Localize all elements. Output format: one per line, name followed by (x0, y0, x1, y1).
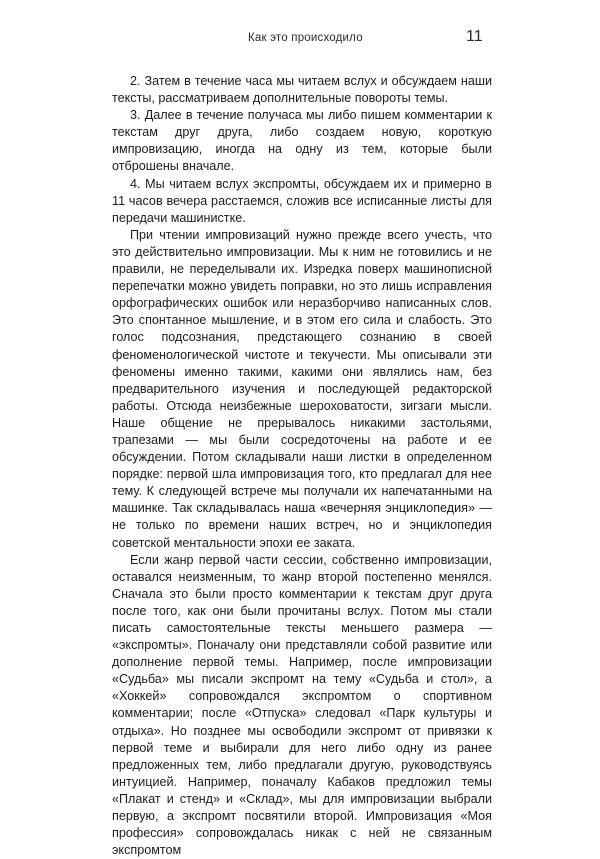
running-head: Как это происходило (248, 32, 363, 44)
paragraph-improvisation-reading: При чтении импровизаций нужно прежде всего учесть, что это действительно импровизации. Мы к ним не готовились и не правили, не переделывали их. Изредка поверх машинописной перепечатки можно увидеть поправки, но это лишь исправления орфографических ошибок или неразборчиво написанных слов. Это спонтанное мышление, и в этом его сила и слабость. Это голос подсознания, предстающего сознанию в своей феноменологической чистоте и текучести. Мы описывали эти феномены именно такими, какими они являлись нам, без предварительного изучения и последующей редакторской работы. Отсюда неизбежные шероховатости, зигзаги мысли. Наше общение не прерывалось никакими застольями, трапезами — мы были сосредоточены на работе и ее обсуждении. Потом складывали наши листки в определенном порядке: первой шла импровизация того, кто предлагал для нее тему. К следующей встрече мы получали их напечатанными на машинке. Так складывалась наша «вечерняя энциклопедия» — не только по времени наших встреч, но и энциклопедия советской ментальности эпохи ее заката. (112, 227, 492, 550)
body-text (112, 73, 492, 859)
paragraph-step-4: 4. Мы читаем вслух экспромты, обсуждаем их и примерно в 11 часов вечера расстаемся, сложив все исписанные листы для передачи машинистке. (112, 176, 492, 225)
page-header (0, 26, 600, 50)
page-number: 11 (466, 28, 483, 45)
paragraph-step-2: 2. Затем в течение часа мы читаем вслух и обсуждаем наши тексты, рассматриваем дополнительные повороты темы. (112, 74, 492, 106)
paragraph-session-genre: Если жанр первой части сессии, собственно импровизации, оставался неизменным, то жанр второй постепенно менялся. Сначала это были просто комментарии к текстам друг друга после того, как они были прочитаны вслух. Потом мы стали писать самостоятельные тексты меньшего размера — «экспромты». Поначалу они представляли собой развитие или дополнение первой темы. Например, после импровизации «Судьба» мы писали экспромт на тему «Судьба и стол», а «Хоккей» сопровождался экспромтом о спортивном комментарии; после «Отпуска» следовал «Парк культуры и отдыха». Но позднее мы освободили экспромт от привязки к первой теме и выбирали для него либо одну из ранее предложенных тем, либо предлагали другую, руководствуясь интуицией. Например, поначалу Кабаков предложил темы «Плакат и стенд» и «Склад», мы для импровизации выбрали первую, а экспромт посвятили второй. Импровизация «Моя профессия» сопровождалась никак с ней не связанным экспромтом (112, 552, 492, 858)
paragraph-step-3: 3. Далее в течение получаса мы либо пишем комментарии к текстам друг друга, либо создаем новую, короткую импровизацию, иногда на одну из тем, которые были отброшены вначале. (112, 108, 492, 174)
